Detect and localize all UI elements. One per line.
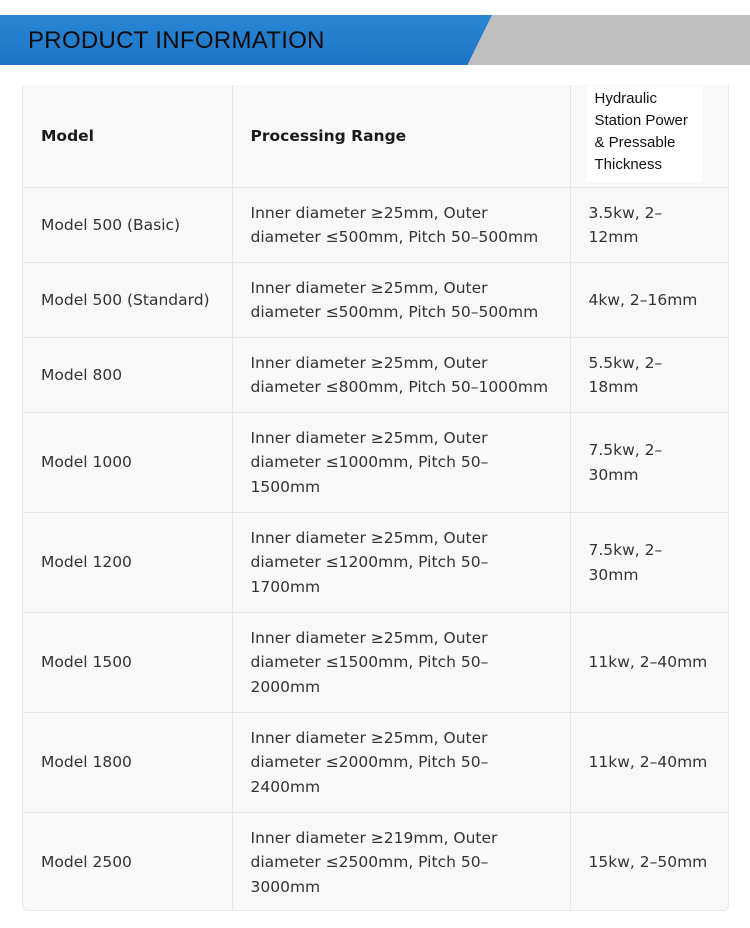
header-line: Hydraulic: [594, 90, 658, 107]
cell-range: Inner diameter ≥25mm, Outer diameter ≤1500mm, Pitch 50–2000mm: [232, 613, 570, 713]
cell-model: Model 1200: [23, 513, 232, 613]
cell-range: Inner diameter ≥25mm, Outer diameter ≤800mm, Pitch 50–1000mm: [232, 338, 570, 413]
cell-model: Model 2500: [23, 813, 232, 912]
cell-model: Model 1000: [23, 413, 232, 513]
table-row: [23, 263, 728, 338]
header-processing-range: Processing Range: [232, 85, 570, 188]
hydraulic-header-box: [587, 86, 703, 182]
cell-range: Inner diameter ≥219mm, Outer diameter ≤2500mm, Pitch 50–3000mm: [232, 813, 570, 912]
product-table: [23, 85, 728, 911]
banner-title: PRODUCT INFORMATION: [28, 27, 325, 54]
cell-power: 4kw, 2–16mm: [570, 263, 728, 338]
cell-model: Model 1800: [23, 713, 232, 813]
table-row: [23, 713, 728, 813]
section-banner: [0, 15, 750, 65]
table-row: [23, 188, 728, 263]
cell-model: Model 500 (Basic): [23, 188, 232, 263]
cell-model: Model 500 (Standard): [23, 263, 232, 338]
table-row: [23, 413, 728, 513]
product-table-container: [22, 85, 729, 911]
table-row: [23, 338, 728, 413]
header-line: & Pressable: [594, 134, 676, 151]
cell-range: Inner diameter ≥25mm, Outer diameter ≤2000mm, Pitch 50–2400mm: [232, 713, 570, 813]
table-row: [23, 513, 728, 613]
cell-range: Inner diameter ≥25mm, Outer diameter ≤1000mm, Pitch 50–1500mm: [232, 413, 570, 513]
header-hydraulic-power: [570, 85, 728, 188]
cell-power: 3.5kw, 2–12mm: [570, 188, 728, 263]
header-line: Station Power: [594, 112, 688, 129]
cell-power: 15kw, 2–50mm: [588, 853, 708, 872]
table-row: [23, 613, 728, 713]
cell-power: 11kw, 2–40mm: [570, 713, 728, 813]
cell-range: Inner diameter ≥25mm, Outer diameter ≤1200mm, Pitch 50–1700mm: [232, 513, 570, 613]
header-model: Model: [23, 85, 232, 188]
cell-model: Model 800: [23, 338, 232, 413]
cell-power: 5.5kw, 2–18mm: [570, 338, 728, 413]
cell-power: 7.5kw, 2–30mm: [570, 513, 728, 613]
cell-power: 7.5kw, 2–30mm: [570, 413, 728, 513]
cell-model: Model 1500: [23, 613, 232, 713]
table-row: [23, 813, 728, 912]
cell-range: Inner diameter ≥25mm, Outer diameter ≤500mm, Pitch 50–500mm: [232, 263, 570, 338]
cell-power: 11kw, 2–40mm: [570, 613, 728, 713]
cell-range: Inner diameter ≥25mm, Outer diameter ≤500mm, Pitch 50–500mm: [232, 188, 570, 263]
table-header-row: [23, 85, 728, 188]
header-line: Thickness: [594, 156, 663, 173]
